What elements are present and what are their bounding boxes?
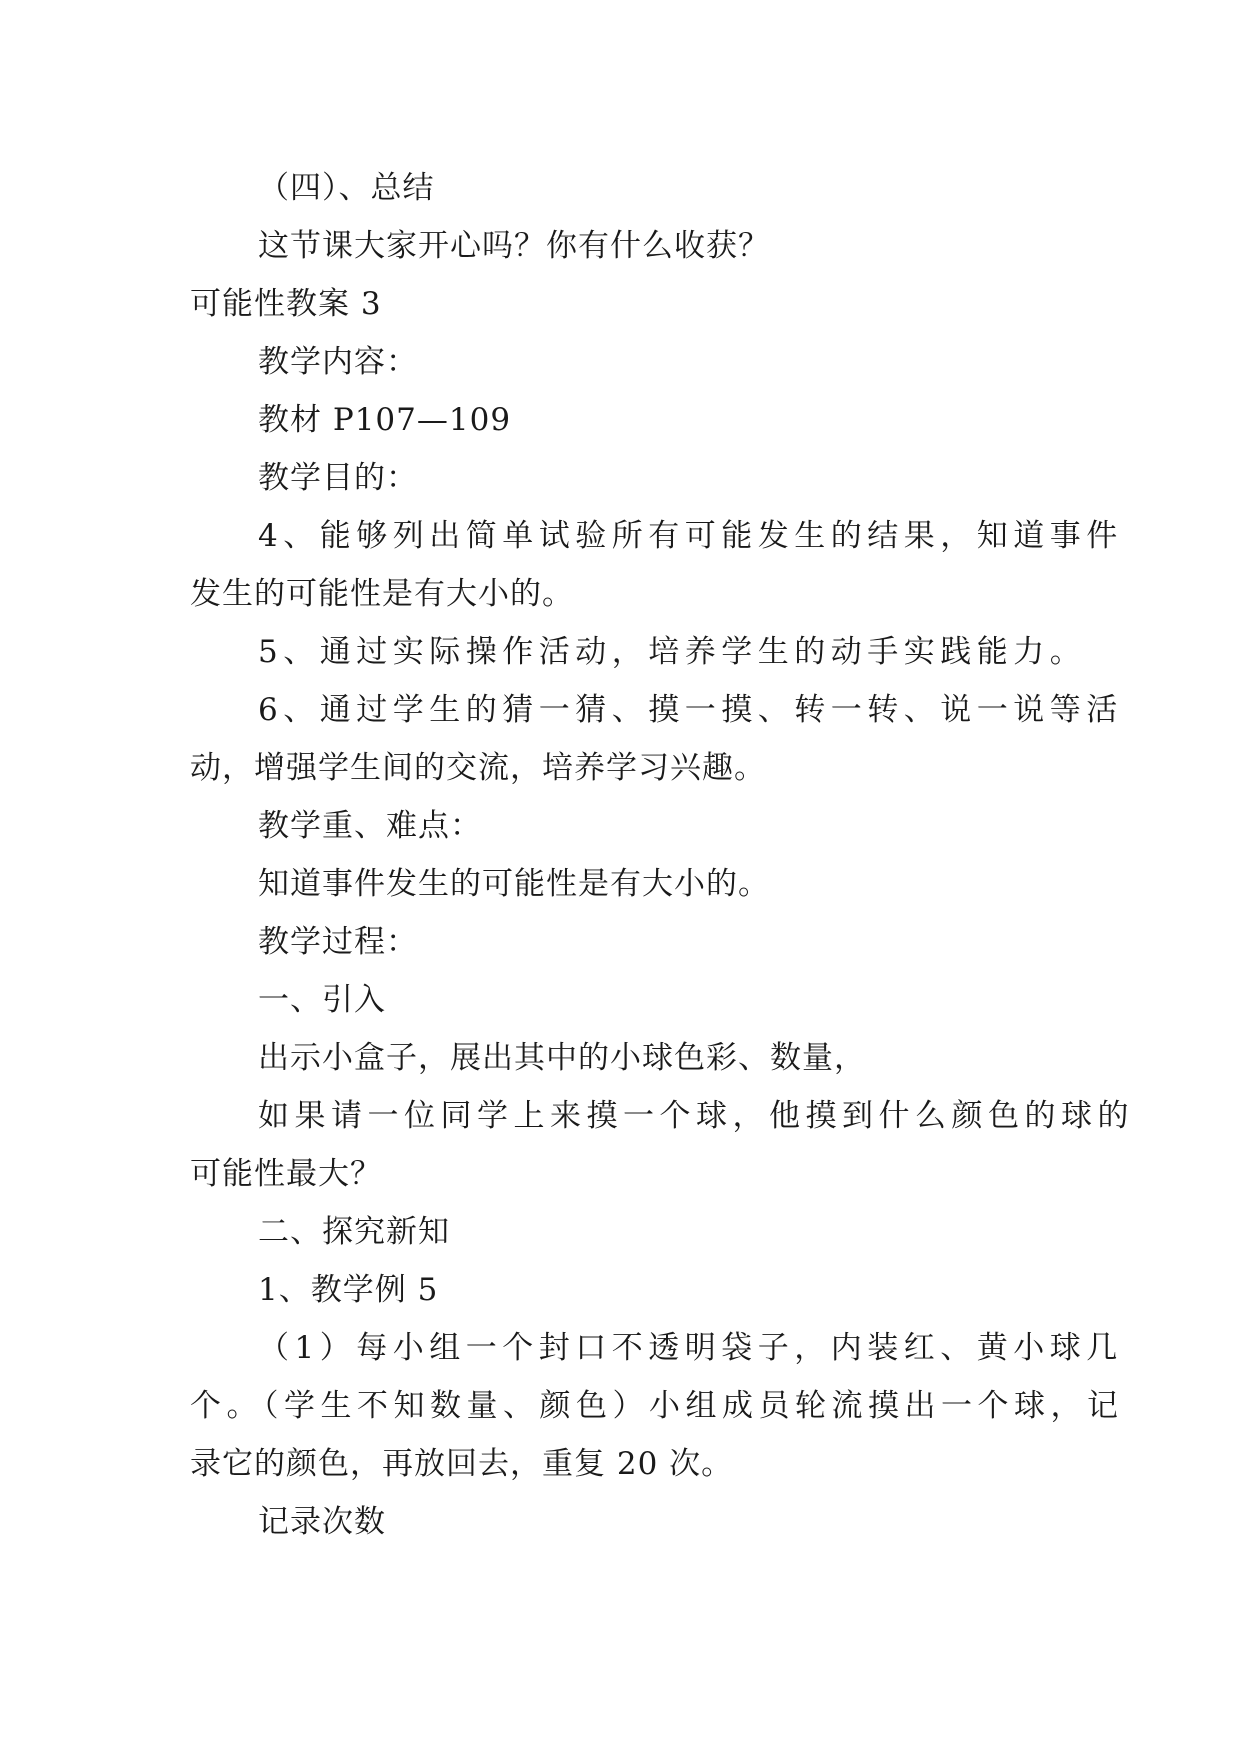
paragraph-line: 这节课大家开心吗？你有什么收获？ (258, 228, 770, 264)
paragraph-line: 录它的颜色，再放回去，重复 20 次。 (190, 1446, 734, 1482)
paragraph-line: 发生的可能性是有大小的。 (190, 576, 574, 612)
section-heading-explore: 二、探究新知 (258, 1214, 450, 1250)
section-heading-process: 教学过程： (258, 924, 418, 960)
paragraph-line: 可能性最大？ (190, 1156, 382, 1192)
paragraph-line: 4、能够列出简单试验所有可能发生的结果，知道事件 (258, 518, 1123, 554)
paragraph-line: 如果请一位同学上来摸一个球，他摸到什么颜色的球的 (258, 1098, 1134, 1134)
paragraph-line: （1）每小组一个封口不透明袋子，内装红、黄小球几 (258, 1330, 1123, 1366)
section-heading-goals: 教学目的： (258, 460, 418, 496)
paragraph-line: 出示小盒子，展出其中的小球色彩、数量， (258, 1040, 866, 1076)
section-heading-example: 1、教学例 5 (258, 1272, 439, 1308)
paragraph-line: 教材 P107—109 (258, 402, 512, 438)
paragraph-line: 记录次数 (258, 1504, 386, 1540)
section-heading-intro: 一、引入 (258, 982, 386, 1018)
section-heading-summary: （四）、总结 (258, 170, 435, 206)
section-heading-keypoints: 教学重、难点： (258, 808, 482, 844)
document-title: 可能性教案 3 (190, 286, 382, 322)
paragraph-line: 知道事件发生的可能性是有大小的。 (258, 866, 770, 902)
paragraph-line: 6、通过学生的猜一猜、摸一摸、转一转、说一说等活 (258, 692, 1123, 728)
paragraph-line: 5、通过实际操作活动，培养学生的动手实践能力。 (258, 634, 1087, 670)
paragraph-line: 个。（学生不知数量、颜色）小组成员轮流摸出一个球，记 (190, 1388, 1124, 1424)
paragraph-line: 动，增强学生间的交流，培养学习兴趣。 (190, 750, 766, 786)
section-heading-content: 教学内容： (258, 344, 418, 380)
